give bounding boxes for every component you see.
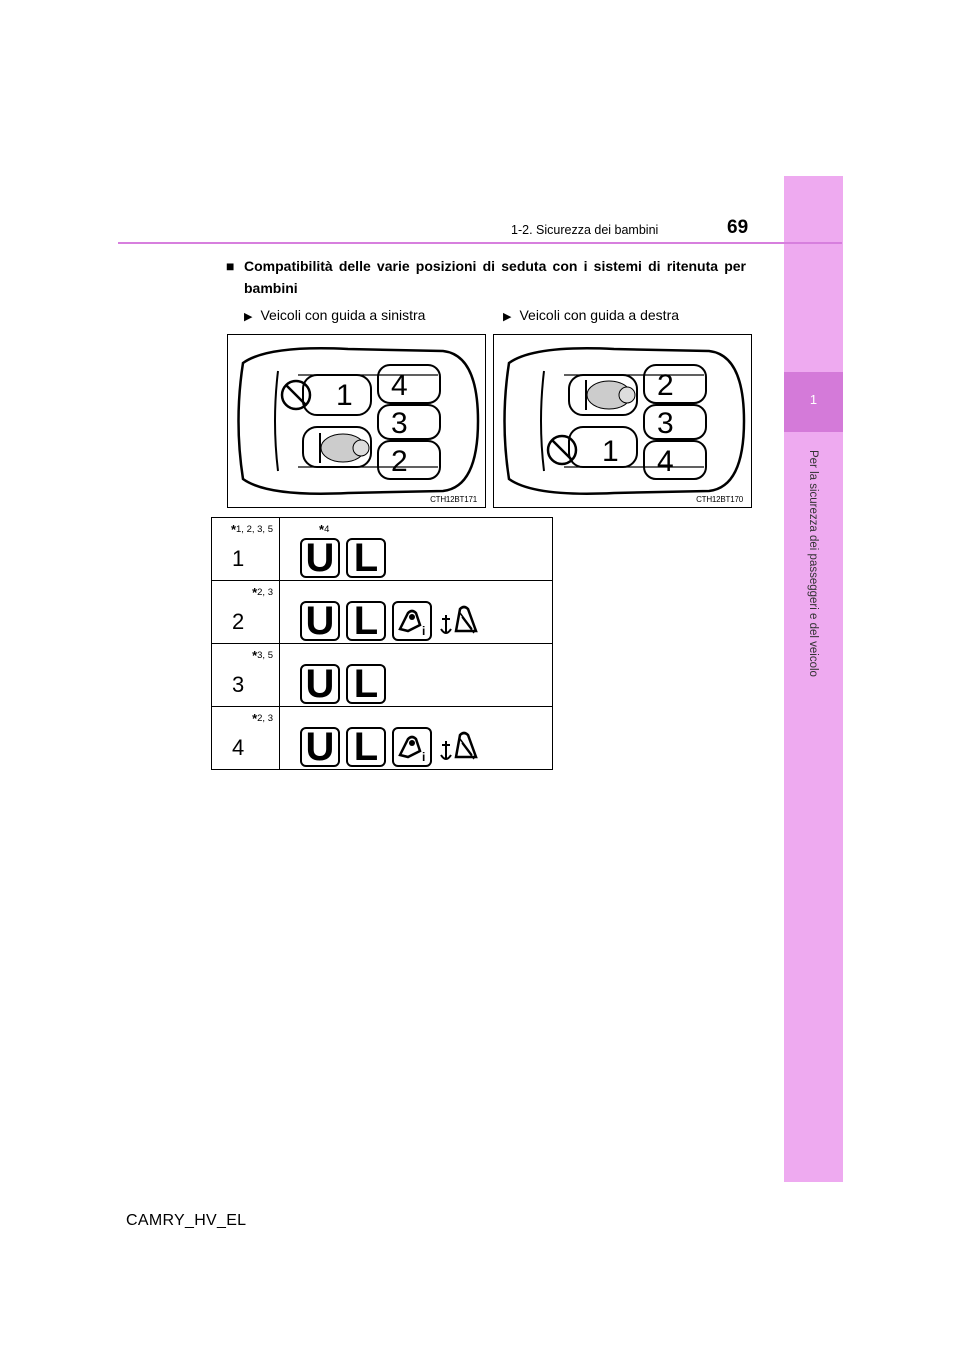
universal-icon: U: [300, 664, 340, 704]
universal-icon: U: [300, 538, 340, 578]
triangle-bullet-icon: ▶: [244, 311, 253, 323]
anchor-seat-icon: [438, 727, 482, 767]
svg-text:i: i: [422, 624, 426, 638]
footnote: *4: [319, 522, 330, 537]
triangle-bullet-icon: ▶: [503, 311, 512, 323]
figure-code: CTH12BT170: [696, 495, 743, 504]
compatibility-table: [211, 517, 553, 770]
seat-label-3: 3: [657, 407, 674, 440]
footnote: *3, 5: [252, 648, 273, 663]
seat-cell: [212, 581, 280, 644]
isofix-l-icon: L: [346, 601, 386, 641]
car-top-view: [494, 335, 751, 507]
chapter-number: 1: [809, 392, 818, 407]
universal-icon: U: [300, 727, 340, 767]
universal-icon: U: [300, 601, 340, 641]
seat-number: 1: [232, 546, 245, 571]
seat-label-1: 1: [602, 435, 619, 468]
figure-code: CTH12BT171: [430, 495, 477, 504]
anchor-seat-icon: [438, 601, 482, 641]
model-code: CAMRY_HV_EL: [126, 1212, 247, 1229]
isofix-l-icon: L: [346, 727, 386, 767]
seat-label-3: 3: [391, 407, 408, 440]
seat-cell: [212, 707, 280, 770]
right-drive-seat-diagram: [493, 334, 752, 508]
icon-cell: [280, 518, 553, 581]
svg-text:i: i: [422, 750, 426, 764]
car-top-view: [228, 335, 485, 507]
page-number: 69: [727, 217, 749, 238]
table-row: [212, 707, 553, 770]
heading-text: Compatibilità delle varie posizioni di seduta con i sistemi di ritenuta per bambini: [244, 258, 746, 296]
header-divider: [118, 242, 842, 244]
isofix-l-icon: L: [346, 538, 386, 578]
table-row: [212, 581, 553, 644]
seat-label-1: 1: [336, 379, 353, 412]
left-drive-seat-diagram: [227, 334, 486, 508]
right-drive-label: ▶ Veicoli con guida a destra: [503, 307, 680, 323]
child-seat-i-icon: [392, 727, 432, 767]
footnote: *2, 3: [252, 711, 273, 726]
table-row: [212, 518, 553, 581]
icon-cell: [280, 644, 553, 707]
seat-label-2: 2: [657, 369, 674, 402]
seat-number: 2: [232, 609, 245, 634]
footnote: *1, 2, 3, 5: [230, 522, 273, 537]
square-bullet-icon: ■: [226, 258, 235, 274]
isofix-l-icon: L: [346, 664, 386, 704]
footnote: *2, 3: [252, 585, 273, 600]
seat-label-4: 4: [391, 369, 408, 402]
section-heading: [226, 255, 746, 299]
icon-cell: [280, 707, 553, 770]
section-title: 1-2. Sicurezza dei bambini: [511, 223, 659, 237]
seat-label-2: 2: [391, 445, 408, 478]
seat-label-4: 4: [657, 445, 674, 478]
seat-cell: [212, 518, 280, 581]
table-row: [212, 644, 553, 707]
seat-number: 4: [232, 735, 245, 760]
chapter-side-tab: [784, 176, 843, 1182]
seat-number: 3: [232, 672, 245, 697]
icon-cell: [280, 581, 553, 644]
seat-cell: [212, 644, 280, 707]
child-seat-i-icon: [392, 601, 432, 641]
left-drive-label: ▶ Veicoli con guida a sinistra: [244, 307, 426, 323]
